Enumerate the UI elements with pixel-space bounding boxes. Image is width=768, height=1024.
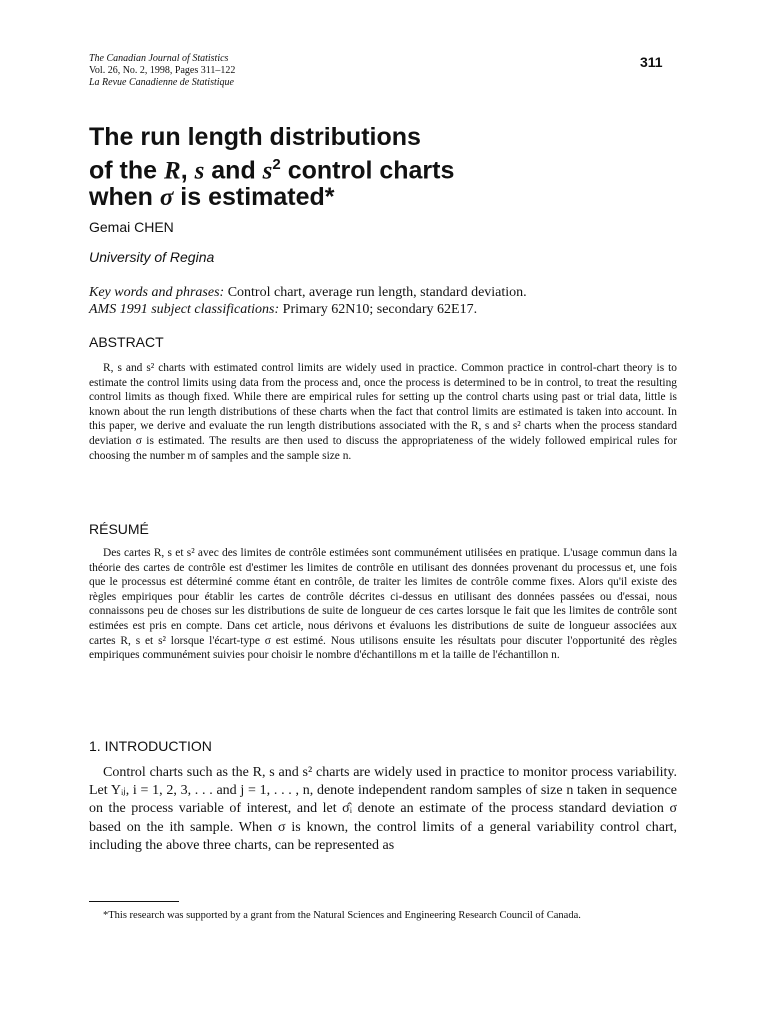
keywords-text: Control chart, average run length, standard deviation.	[224, 285, 527, 300]
title-text: is estimated*	[173, 183, 335, 212]
footnote-text: *This research was supported by a grant from the Natural Sciences and Engineering Research Council of Canada.	[103, 910, 581, 921]
title-symbol-s2: s	[262, 157, 273, 185]
abstract-heading: ABSTRACT	[89, 334, 164, 350]
journal-name: The Canadian Journal of Statistics	[89, 53, 229, 64]
title-line-1: The run length distributions	[89, 123, 421, 151]
title-text: of the	[89, 156, 164, 185]
title-text: when	[89, 183, 160, 212]
resume-heading: RÉSUMÉ	[89, 521, 149, 537]
ams-text: Primary 62N10; secondary 62E17.	[279, 302, 478, 317]
title-text: ,	[180, 156, 195, 185]
journal-name-french: La Revue Canadienne de Statistique	[89, 77, 234, 88]
title-symbol-s: s	[194, 157, 205, 185]
paper-title	[89, 124, 689, 211]
title-text: control charts	[280, 156, 455, 185]
title-symbol-sigma: σ	[159, 184, 174, 212]
author-name: Gemai CHEN	[89, 219, 174, 235]
title-superscript: 2	[272, 156, 281, 173]
introduction-body	[89, 764, 677, 855]
resume-body	[89, 546, 677, 663]
journal-volume: Vol. 26, No. 2, 1998, Pages 311–122	[89, 65, 236, 76]
introduction-heading: 1. INTRODUCTION	[89, 738, 212, 754]
ams-label: AMS 1991 subject classifications:	[89, 302, 280, 317]
abstract-body	[89, 361, 677, 463]
page-number: 311	[640, 54, 663, 70]
introduction-text: Control charts such as the R, s and s² charts are widely used in practice to monitor process variability. Let Yᵢⱼ, i = 1, 2, 3, . . . and j = 1, . . . , n, denote independent random samples of size n taken in sequence on the process variable of interest, and let σ̂ᵢ denote an estimate of the process standard deviation σ based on the ith sample. When σ is known, the control limits of a general variability control chart, including the above three charts, can be represented as	[89, 765, 677, 853]
journal-header	[89, 53, 235, 89]
footnote	[89, 909, 677, 923]
author-affiliation: University of Regina	[89, 249, 215, 265]
footnote-divider	[89, 901, 179, 902]
title-symbol-r: R	[164, 157, 181, 185]
abstract-text: R, s and s² charts with estimated control limits are widely used in practice. Common practice in control-chart theory is to estimate the control limits using data from the process and, once the process is determined to be in control, to treat the resulting control limits as though fixed. While there are empirical rules for setting up the control charts using past or trial data, little is known about the run length distributions of these charts when the fact that control limits are estimated is taken into account. In this paper, we derive and evaluate the run length distributions associated with the R, s and s² charts when the process standard deviation σ is estimated. The results are then used to discuss the appropriateness of the widely followed empirical rules for choosing the number m of samples and the sample size n.	[89, 362, 677, 462]
keywords-label: Key words and phrases:	[89, 285, 225, 300]
keywords-block	[89, 284, 689, 318]
title-text: and	[204, 156, 263, 185]
resume-text: Des cartes R, s et s² avec des limites de contrôle estimées sont communément utilisées en pratique. L'usage commun dans la théorie des cartes de contrôle est d'estimer les limites de contrôle en utilisant des données provenant du processus et, une fois que le processus est déterminé comme étant en contrôle, de traiter les limites de contrôle comme fixes. Alors qu'il existe des règles empiriques pour établir les cartes de contrôle décrites ci-dessus en utilisant des données passées ou d'essai, nous connaissons peu de choses sur les distributions de suite de longueur de ces cartes lorsque le fait que les limites de contrôle sont estimées est pris en compte. Dans cet article, nous dérivons et évaluons les distributions de suite de longueur associées aux cartes R, s et s² lorsque l'écart-type σ est estimé. Nous utilisons ensuite les résultats pour discuter l'opportunité des règles empiriques communément suivies pour choisir le nombre d'échantillons m et la taille de l'échantillon n.	[89, 547, 677, 662]
